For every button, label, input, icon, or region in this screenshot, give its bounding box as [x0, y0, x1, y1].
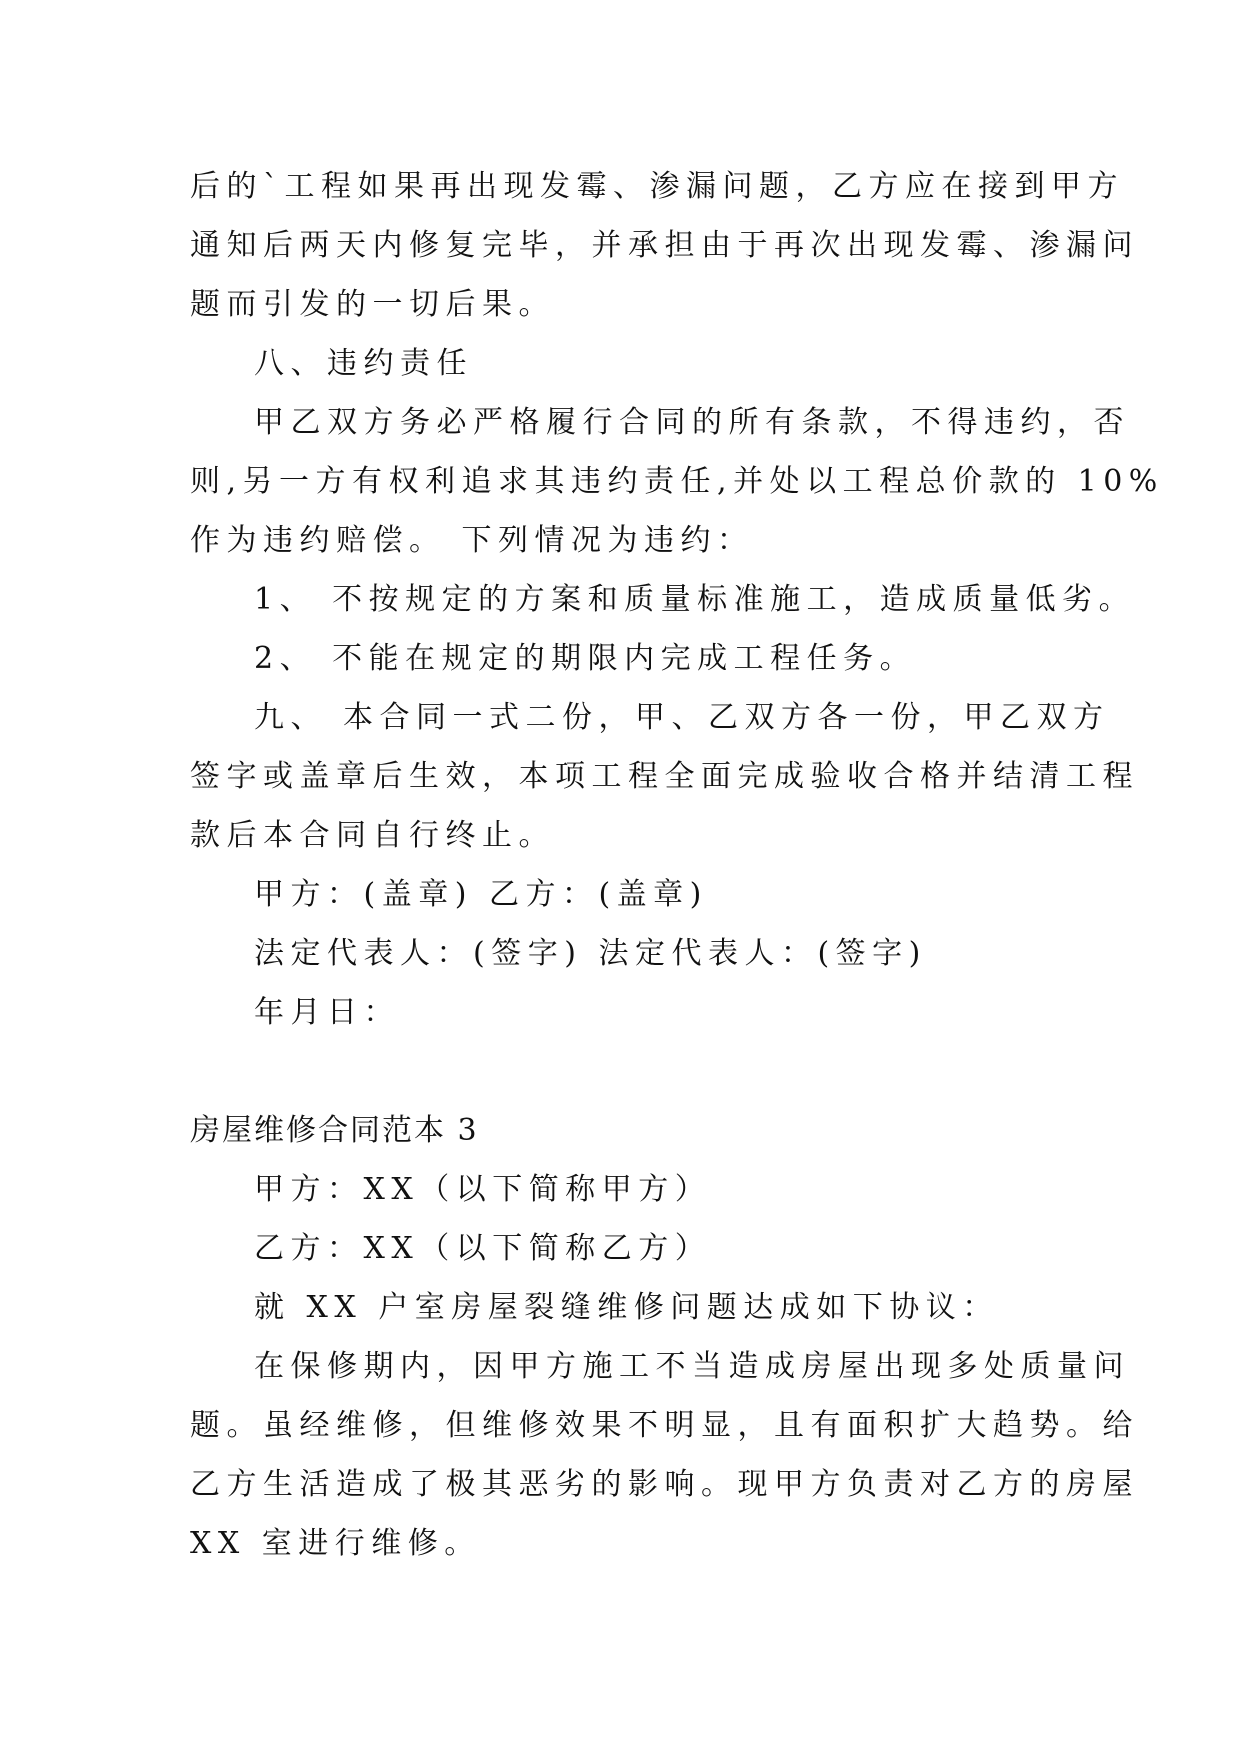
party-a-line: 甲方：XX（以下简称甲方）	[254, 1172, 712, 1207]
paragraph-line: 题而引发的一切后果。	[190, 287, 555, 322]
paragraph-line: 后的`工程如果再出现发霉、渗漏问题，乙方应在接到甲方	[190, 169, 1124, 204]
party-b-line: 乙方：XX（以下简称乙方）	[254, 1231, 712, 1266]
paragraph-line: XX 室进行维修。	[190, 1526, 481, 1561]
paragraph-line: 在保修期内，因甲方施工不当造成房屋出现多处质量问	[254, 1349, 1130, 1384]
signature-line-representative: 法定代表人：(签字) 法定代表人：(签字)	[254, 936, 927, 971]
signature-line-seal: 甲方：(盖章) 乙方：(盖章)	[254, 877, 708, 912]
paragraph-line: 就 XX 户室房屋裂缝维修问题达成如下协议：	[254, 1290, 999, 1325]
paragraph-line: 甲乙双方务必严格履行合同的所有条款，不得违约，否	[254, 405, 1130, 440]
date-line: 年月日：	[254, 995, 400, 1030]
paragraph-line: 九、 本合同一式二份，甲、乙双方各一份，甲乙双方	[254, 700, 1110, 735]
paragraph-line: 题。虽经维修，但维修效果不明显，且有面积扩大趋势。给	[190, 1408, 1139, 1443]
blank-line	[190, 1042, 1060, 1101]
section-heading-breach: 八、违约责任	[254, 346, 473, 381]
list-item: 1、 不按规定的方案和质量标准施工，造成质量低劣。	[254, 582, 1136, 617]
paragraph-line: 乙方生活造成了极其恶劣的影响。现甲方负责对乙方的房屋	[190, 1467, 1139, 1502]
paragraph-line: 通知后两天内修复完毕，并承担由于再次出现发霉、渗漏问	[190, 228, 1139, 263]
paragraph-line: 则,另一方有权利追求其违约责任,并处以工程总价款的 10%	[190, 464, 1164, 499]
paragraph-line: 款后本合同自行终止。	[190, 818, 555, 853]
list-item: 2、 不能在规定的期限内完成工程任务。	[254, 641, 917, 676]
paragraph-line: 签字或盖章后生效，本项工程全面完成验收合格并结清工程	[190, 759, 1139, 794]
document-body	[190, 157, 1164, 1573]
paragraph-line: 作为违约赔偿。 下列情况为违约：	[190, 523, 754, 558]
section-title: 房屋维修合同范本 3	[190, 1113, 479, 1148]
